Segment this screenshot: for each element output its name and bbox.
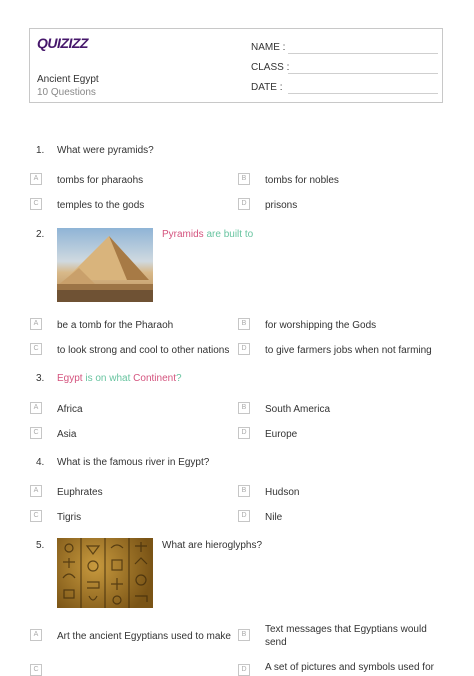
option-a-text: Euphrates: [57, 487, 103, 498]
option-c-box[interactable]: C: [30, 198, 42, 210]
quizizz-logo: QUIZIZZ: [37, 35, 88, 51]
question-text: Pyramids are built to: [162, 229, 254, 240]
option-d-box[interactable]: D: [238, 198, 250, 210]
quiz-title: Ancient Egypt: [37, 74, 99, 85]
option-d-text: to give farmers jobs when not farming: [265, 345, 432, 356]
option-d-text: A set of pictures and symbols used for: [265, 662, 434, 673]
option-d-text: prisons: [265, 200, 298, 211]
option-d-text: Nile: [265, 512, 283, 523]
option-b-box[interactable]: B: [238, 629, 250, 641]
option-a-box[interactable]: A: [30, 402, 42, 414]
option-a-box[interactable]: A: [30, 173, 42, 185]
question-number: 5.: [36, 540, 45, 551]
option-c-text: to look strong and cool to other nations: [57, 345, 230, 356]
date-line[interactable]: [288, 93, 438, 94]
option-c-box[interactable]: C: [30, 343, 42, 355]
option-b-box[interactable]: B: [238, 402, 250, 414]
option-a-box[interactable]: A: [30, 629, 42, 641]
option-d-box[interactable]: D: [238, 427, 250, 439]
option-c-text: Tigris: [57, 512, 82, 523]
class-label: CLASS :: [251, 62, 290, 73]
date-label: DATE :: [251, 82, 283, 93]
class-line[interactable]: [288, 73, 438, 74]
option-c-box[interactable]: C: [30, 510, 42, 522]
question-number: 2.: [36, 229, 45, 240]
option-b-text: Hudson: [265, 487, 300, 498]
name-label: NAME :: [251, 42, 286, 53]
option-c-text: temples to the gods: [57, 200, 145, 211]
pyramids-image: [57, 228, 153, 302]
question-text: What are hieroglyphs?: [162, 540, 263, 551]
question-count: 10 Questions: [37, 87, 96, 98]
option-a-box[interactable]: A: [30, 318, 42, 330]
worksheet-header: [29, 28, 443, 103]
hieroglyphs-image: [57, 538, 153, 608]
option-d-box[interactable]: D: [238, 510, 250, 522]
name-line[interactable]: [288, 53, 438, 54]
option-d-box[interactable]: D: [238, 343, 250, 355]
question-number: 1.: [36, 145, 45, 156]
option-d-box[interactable]: D: [238, 664, 250, 676]
question-text: Egypt is on what Continent?: [57, 373, 182, 384]
option-c-box[interactable]: C: [30, 664, 42, 676]
option-b-text: South America: [265, 404, 331, 415]
option-a-box[interactable]: A: [30, 485, 42, 497]
option-a-text: tombs for pharaohs: [57, 175, 144, 186]
option-b-box[interactable]: B: [238, 485, 250, 497]
option-d-text: Europe: [265, 429, 298, 440]
option-a-text: Art the ancient Egyptians used to make: [57, 631, 231, 642]
question-number: 4.: [36, 457, 45, 468]
option-b-box[interactable]: B: [238, 318, 250, 330]
question-number: 3.: [36, 373, 45, 384]
question-text: What is the famous river in Egypt?: [57, 457, 210, 468]
option-c-text: Asia: [57, 429, 77, 440]
option-b-text: tombs for nobles: [265, 175, 339, 186]
option-a-text: be a tomb for the Pharaoh: [57, 320, 174, 331]
option-a-text: Africa: [57, 404, 83, 415]
option-b-box[interactable]: B: [238, 173, 250, 185]
question-text: What were pyramids?: [57, 145, 154, 156]
option-c-box[interactable]: C: [30, 427, 42, 439]
option-b-text: for worshipping the Gods: [265, 320, 377, 331]
option-b-text: Text messages that Egyptians would send: [265, 624, 427, 648]
